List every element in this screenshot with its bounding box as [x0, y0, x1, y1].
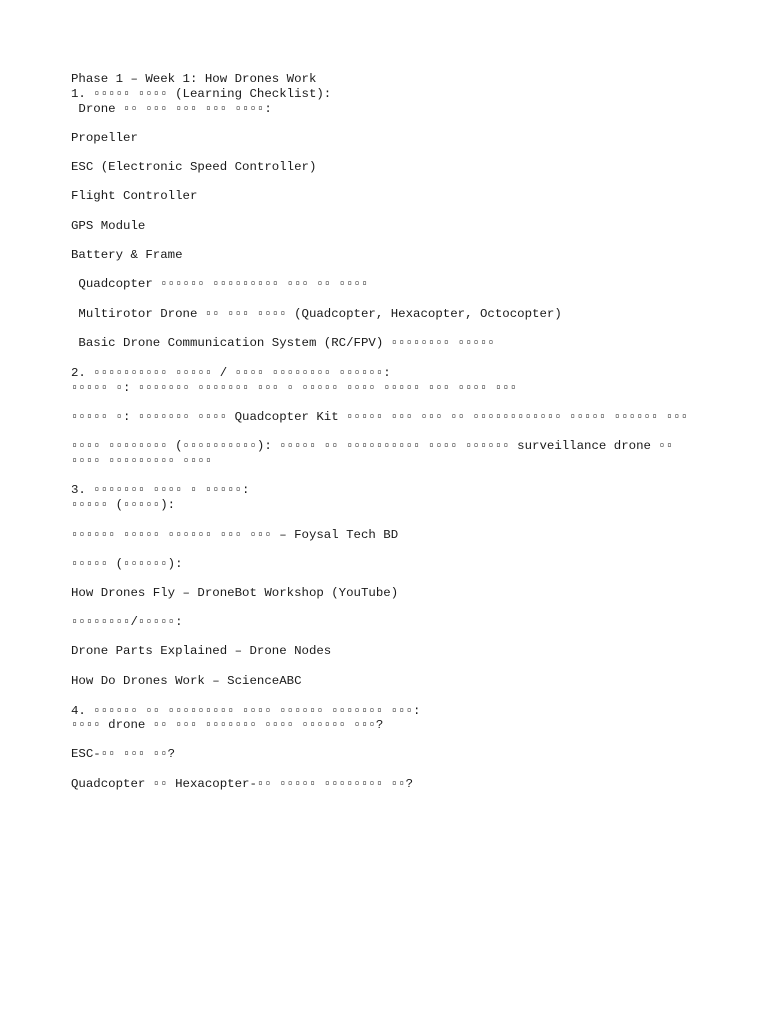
task-item: ▫▫▫▫▫ ▫: ▫▫▫▫▫▫▫ ▫▫▫▫▫▫▫ ▫▫▫ ▫ ▫▫▫▫▫ ▫▫▫▫ ▫▫▫▫▫ ▫▫▫ ▫▫▫▫ ▫▫▫ [71, 381, 518, 395]
question-item: Quadcopter ▫▫ Hexacopter-▫▫ ▫▫▫▫▫ ▫▫▫▫▫▫▫▫ ▫▫? [71, 777, 414, 791]
section-1-heading: 1. ▫▫▫▫▫ ▫▫▫▫ (Learning Checklist): [71, 87, 332, 101]
document-title: Phase 1 – Week 1: How Drones Work [71, 72, 317, 86]
task-item: ▫▫▫▫ ▫▫▫▫▫▫▫▫ (▫▫▫▫▫▫▫▫▫▫): ▫▫▫▫▫ ▫▫ ▫▫▫▫▫▫▫▫▫▫ ▫▫▫▫ ▫▫▫▫▫▫ surveillance drone ▫▫ [71, 439, 674, 453]
concept-item: Multirotor Drone ▫▫ ▫▫▫ ▫▫▫▫ (Quadcopter, Hexacopter, Octocopter) [71, 307, 562, 321]
section-2-heading: 2. ▫▫▫▫▫▫▫▫▫▫ ▫▫▫▫▫ / ▫▫▫▫ ▫▫▫▫▫▫▫▫ ▫▫▫▫▫▫: [71, 366, 391, 380]
task-item-continued: ▫▫▫▫ ▫▫▫▫▫▫▫▫▫ ▫▫▫▫ [71, 454, 213, 468]
concept-item: Quadcopter ▫▫▫▫▫▫ ▫▫▫▫▫▫▫▫▫ ▫▫▫ ▫▫ ▫▫▫▫ [71, 277, 369, 291]
resource-link-article: Drone Parts Explained – Drone Nodes [71, 644, 332, 658]
component-item: ESC (Electronic Speed Controller) [71, 160, 317, 174]
resource-label-articles: ▫▫▫▫▫▫▫▫/▫▫▫▫▫: [71, 615, 183, 629]
concept-item: Basic Drone Communication System (RC/FPV) ▫▫▫▫▫▫▫▫ ▫▫▫▫▫ [71, 336, 495, 350]
resource-link-bn-video: ▫▫▫▫▫▫ ▫▫▫▫▫ ▫▫▫▫▫▫ ▫▫▫ ▫▫▫ – Foysal Tech BD [71, 528, 399, 542]
resource-label-en-video: ▫▫▫▫▫ (▫▫▫▫▫▫): [71, 557, 183, 571]
resource-link-article: How Do Drones Work – ScienceABC [71, 674, 302, 688]
resource-link-en-video: How Drones Fly – DroneBot Workshop (YouTube) [71, 586, 399, 600]
question-item: ESC-▫▫ ▫▫▫ ▫▫? [71, 747, 176, 761]
section-4-heading: 4. ▫▫▫▫▫▫ ▫▫ ▫▫▫▫▫▫▫▫▫ ▫▫▫▫ ▫▫▫▫▫▫ ▫▫▫▫▫▫▫ ▫▫▫: [71, 704, 421, 718]
component-item: Propeller [71, 131, 138, 145]
component-item: Flight Controller [71, 189, 198, 203]
component-item: Battery & Frame [71, 248, 183, 262]
task-item: ▫▫▫▫▫ ▫: ▫▫▫▫▫▫▫ ▫▫▫▫ Quadcopter Kit ▫▫▫▫▫ ▫▫▫ ▫▫▫ ▫▫ ▫▫▫▫▫▫▫▫▫▫▫▫ ▫▫▫▫▫ ▫▫▫▫▫▫ ▫▫▫ [71, 410, 689, 424]
question-item: ▫▫▫▫ drone ▫▫ ▫▫▫ ▫▫▫▫▫▫▫ ▫▫▫▫ ▫▫▫▫▫▫ ▫▫▫? [71, 718, 384, 732]
resource-label-bn-video: ▫▫▫▫▫ (▫▫▫▫▫): [71, 498, 176, 512]
component-item: GPS Module [71, 219, 146, 233]
section-1-intro: Drone ▫▫ ▫▫▫ ▫▫▫ ▫▫▫ ▫▫▫▫: [71, 102, 272, 116]
section-3-heading: 3. ▫▫▫▫▫▫▫ ▫▫▫▫ ▫ ▫▫▫▫▫: [71, 483, 250, 497]
